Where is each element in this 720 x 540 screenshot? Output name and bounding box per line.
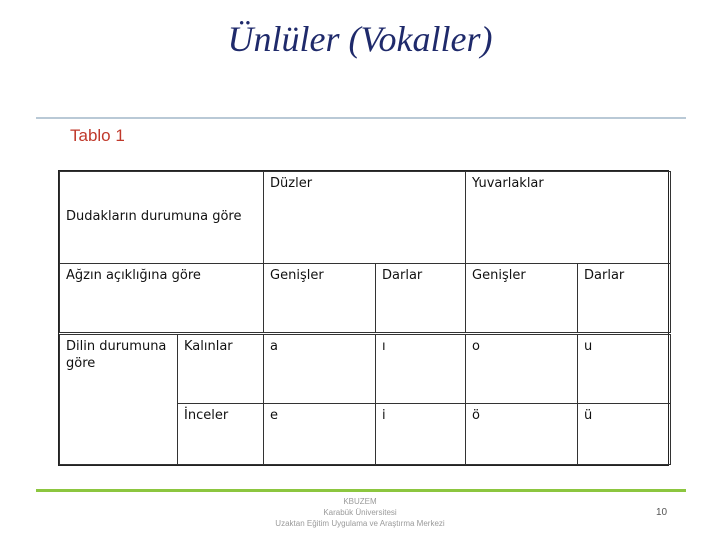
table-row	[60, 334, 671, 404]
top-divider	[36, 117, 686, 119]
footer	[210, 497, 510, 529]
footer-line-3: Uzaktan Eğitim Uygulama ve Araştırma Merkezi	[275, 518, 445, 528]
vowel-table-container	[58, 170, 669, 466]
vowel-cell: o	[466, 334, 578, 404]
tongue-position-label: Dilin durumuna göre	[60, 334, 178, 465]
page-number: 10	[656, 507, 668, 518]
header-yuvarlaklar: Yuvarlaklar	[466, 172, 671, 264]
footer-line-2: Karabük Üniversitesi	[323, 507, 397, 517]
slide-title: Ünlüler (Vokaller)	[227, 19, 493, 59]
table-row	[60, 264, 671, 334]
lip-position-label: Dudakların durumuna göre	[60, 172, 264, 264]
vowel-cell: e	[264, 404, 376, 465]
footer-line-1: KBUZEM	[343, 497, 377, 506]
header-darlar-2: Darlar	[578, 264, 671, 334]
vowel-cell: ö	[466, 404, 578, 465]
vowel-cell: ı	[376, 334, 466, 404]
header-darlar-1: Darlar	[376, 264, 466, 334]
vowel-cell: ü	[578, 404, 671, 465]
table-row	[60, 172, 671, 264]
header-genisler-1: Genişler	[264, 264, 376, 334]
header-genisler-2: Genişler	[466, 264, 578, 334]
vowel-cell: u	[578, 334, 671, 404]
row-label-inceler: İnceler	[178, 404, 264, 465]
vowel-cell: a	[264, 334, 376, 404]
mouth-opening-label: Ağzın açıklığına göre	[60, 264, 264, 334]
vowel-table	[59, 171, 671, 465]
row-label-kalinlar: Kalınlar	[178, 334, 264, 404]
header-duzler: Düzler	[264, 172, 466, 264]
bottom-divider	[36, 489, 686, 492]
table-caption: Tablo 1	[70, 126, 125, 145]
vowel-cell: i	[376, 404, 466, 465]
